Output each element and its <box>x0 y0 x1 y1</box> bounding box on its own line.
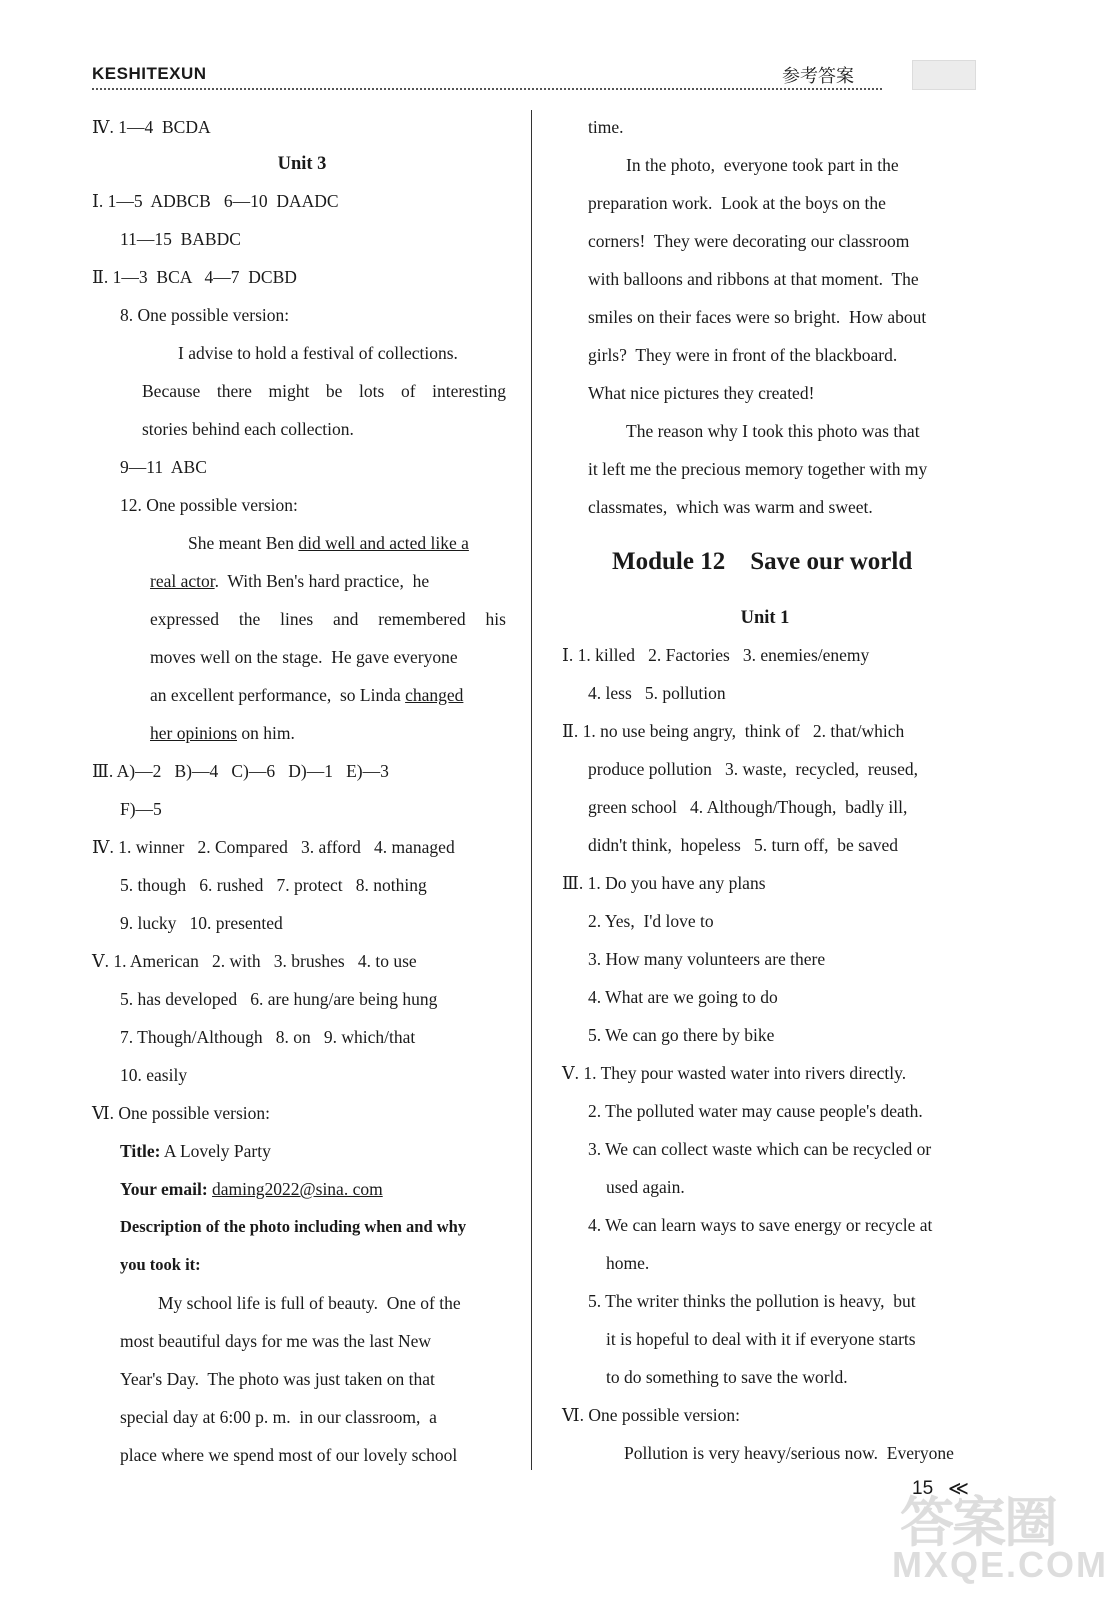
underlined-phrase: her opinions <box>150 723 238 743</box>
answer-line: Ⅰ. 1. killed 2. Factories 3. enemies/enemy <box>562 645 870 665</box>
field-label: you took it: <box>120 1255 201 1274</box>
double-chevron-left-icon: ≪ <box>948 1476 969 1500</box>
underlined-phrase: real actor <box>150 571 215 591</box>
essay-line <box>150 570 429 592</box>
answer-line: Ⅰ. 1—5 ADBCB 6—10 DAADC <box>92 191 339 211</box>
essay-text: an excellent performance, so Linda <box>150 685 406 705</box>
answer-line: Ⅲ. 1. Do you have any plans <box>562 873 766 893</box>
answer-line: to do something to save the world. <box>606 1367 848 1387</box>
essay-line: stories behind each collection. <box>142 419 354 439</box>
essay-line <box>150 722 295 744</box>
watermark-text: 答案圈 <box>900 1493 1056 1553</box>
underlined-phrase: did well and acted like a <box>298 533 469 553</box>
essay-line: girls? They were in front of the blackboard. <box>588 345 898 365</box>
field-label: Title: <box>120 1141 161 1161</box>
essay-text: on him. <box>237 723 295 743</box>
answer-line: 3. We can collect waste which can be recycled or <box>588 1139 932 1159</box>
essay-line: special day at 6:00 p. m. in our classroom, a <box>120 1407 437 1427</box>
essay-line: it left me the precious memory together with my <box>588 459 928 479</box>
header-section-title: 参考答案 <box>782 66 854 87</box>
underlined-phrase: changed <box>405 685 464 705</box>
essay-line: In the photo, everyone took part in the <box>626 155 899 175</box>
answer-line: Ⅵ. One possible version: <box>562 1405 740 1425</box>
answer-line: 11—15 BABDC <box>120 229 241 249</box>
essay-line: classmates, which was warm and sweet. <box>588 497 873 517</box>
essay-line: corners! They were decorating our classroom <box>588 231 910 251</box>
answer-line: 2. The polluted water may cause people's death. <box>588 1101 923 1121</box>
essay-line: time. <box>588 117 624 137</box>
field-label: Description of the photo including when and why <box>120 1217 467 1236</box>
answer-line: Ⅳ. 1—4 BCDA <box>92 117 211 137</box>
essay-line: Year's Day. The photo was just taken on that <box>120 1369 435 1389</box>
essay-line: What nice pictures they created! <box>588 383 815 403</box>
module-heading: Module 12 Save our world <box>612 548 913 575</box>
header-series-name: KESHITEXUN <box>92 64 207 83</box>
essay-text: She meant Ben <box>188 533 299 553</box>
answer-line: 9. lucky 10. presented <box>120 913 283 933</box>
email-value: daming2022@sina. com <box>212 1179 383 1199</box>
header-dotted-rule <box>92 88 882 90</box>
page-number: 15 <box>912 1478 934 1499</box>
essay-line: expressed the lines and remembered his <box>150 609 506 629</box>
answer-line: Ⅱ. 1. no use being angry, think of 2. that/which <box>562 721 905 741</box>
essay-line <box>150 684 463 706</box>
essay-line: My school life is full of beauty. One of the <box>158 1293 461 1313</box>
essay-line: moves well on the stage. He gave everyone <box>150 647 458 667</box>
field-value: A Lovely Party <box>160 1141 271 1161</box>
unit-heading: Unit 1 <box>740 608 790 628</box>
form-field-line <box>120 1178 383 1200</box>
answer-line: 9—11 ABC <box>120 457 207 477</box>
answer-line: F)—5 <box>120 799 162 819</box>
essay-line: preparation work. Look at the boys on the <box>588 193 886 213</box>
essay-line: Pollution is very heavy/serious now. Everyone <box>624 1443 954 1463</box>
answer-line: 12. One possible version: <box>120 495 298 515</box>
form-field-line <box>120 1140 271 1162</box>
answer-line: 8. One possible version: <box>120 305 290 325</box>
answer-line: 5. The writer thinks the pollution is heavy, but <box>588 1291 916 1311</box>
watermark-url: MXQE.COM <box>892 1544 1108 1585</box>
essay-line: Because there might be lots of interesting <box>142 381 506 401</box>
answer-line: 7. Though/Although 8. on 9. which/that <box>120 1027 416 1047</box>
answer-line: 3. How many volunteers are there <box>588 949 826 969</box>
answer-line: Ⅴ. 1. They pour wasted water into rivers directly. <box>562 1063 907 1083</box>
essay-line: place where we spend most of our lovely school <box>120 1445 458 1465</box>
essay-text: . With Ben's hard practice, he <box>214 571 430 591</box>
column-divider <box>531 110 532 1470</box>
answer-line: 5. has developed 6. are hung/are being hung <box>120 989 438 1009</box>
answer-line: 5. We can go there by bike <box>588 1025 775 1045</box>
essay-line: most beautiful days for me was the last New <box>120 1331 432 1351</box>
answer-line: home. <box>606 1253 650 1273</box>
essay-line: with balloons and ribbons at that moment. The <box>588 269 919 289</box>
essay-line <box>188 532 469 554</box>
answer-line: it is hopeful to deal with it if everyone starts <box>606 1329 916 1349</box>
answer-line: 5. though 6. rushed 7. protect 8. nothing <box>120 875 427 895</box>
field-label: Your email: <box>120 1179 208 1199</box>
answer-line: 2. Yes, I'd love to <box>588 911 714 931</box>
answer-line: 4. We can learn ways to save energy or recycle at <box>588 1215 933 1235</box>
answer-line: Ⅳ. 1. winner 2. Compared 3. afford 4. managed <box>92 837 455 857</box>
header-decoration <box>912 60 976 90</box>
answer-line: Ⅲ. A)—2 B)—4 C)—6 D)—1 E)—3 <box>92 761 389 781</box>
answer-line: used again. <box>606 1177 685 1197</box>
answer-line: green school 4. Although/Though, badly ill, <box>588 797 908 817</box>
answer-line: Ⅱ. 1—3 BCA 4—7 DCBD <box>92 267 297 287</box>
essay-line: The reason why I took this photo was that <box>626 421 920 441</box>
answer-line: Ⅴ. 1. American 2. with 3. brushes 4. to use <box>92 951 417 971</box>
essay-line: I advise to hold a festival of collections. <box>178 343 458 363</box>
watermark-logo <box>880 1480 1108 1590</box>
answer-line: 4. less 5. pollution <box>588 683 726 703</box>
answer-line: produce pollution 3. waste, recycled, reused, <box>588 759 918 779</box>
answer-line: didn't think, hopeless 5. turn off, be saved <box>588 835 899 855</box>
answer-line: 4. What are we going to do <box>588 987 778 1007</box>
answer-line: 10. easily <box>120 1065 188 1085</box>
answer-line: Ⅵ. One possible version: <box>92 1103 270 1123</box>
essay-line: smiles on their faces were so bright. How about <box>588 307 927 327</box>
unit-heading: Unit 3 <box>277 154 327 174</box>
